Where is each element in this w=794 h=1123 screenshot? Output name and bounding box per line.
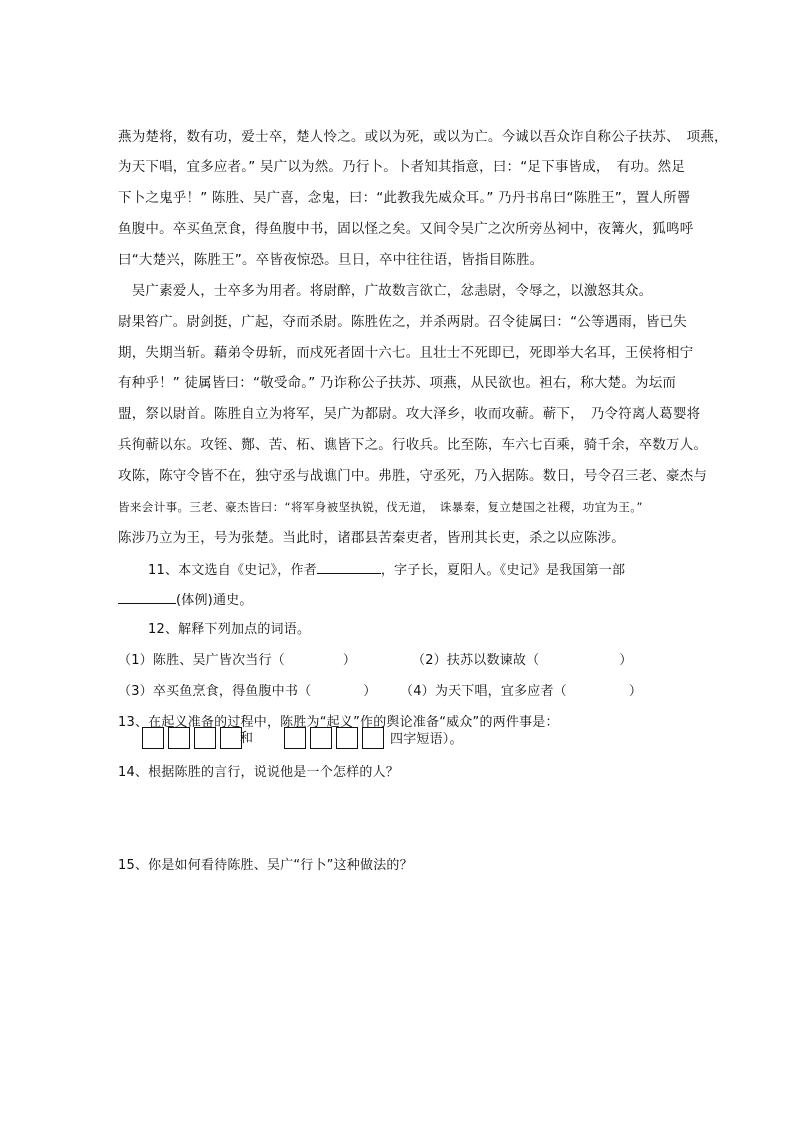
question-13: 13、在起义准备的过程中，陈胜为“起义”作的舆论准备“威众”的两件事是： — [118, 715, 559, 730]
and-label: 和 — [240, 731, 254, 746]
passage-line: 陈涉乃立为王，号为张楚。当此时，诸郡县苦秦吏者，皆刑其长吏，杀之以应陈涉。 — [118, 530, 625, 546]
question-15: 15、你是如何看待陈胜、吴广“行卜”这种做法的？ — [118, 858, 413, 873]
passage-line: 期，失期当斩。藉弟令毋斩，而戍死者固十六七。且壮士不死即已，死即举大名耳，王侯将相宁 — [118, 345, 694, 361]
passage-line: 下卜之鬼乎！” 陈胜、吴广喜，念鬼，曰：“此教我先威众耳。” 乃丹书帛曰“陈胜王”，置人所罾 — [118, 190, 691, 206]
question-12-item-4: （4）为天下唱，宜多应者（ ） — [400, 684, 643, 699]
passage-line: 有种乎！” 徒属皆曰：“敬受命。” 乃诈称公子扶苏、项燕，从民欲也。袒右，称大楚。为坛而 — [118, 375, 677, 391]
question-12-item-1: （1）陈胜、吴广皆次当行（ ） — [118, 653, 357, 668]
question-11-cont: (体例)通史。 — [118, 590, 253, 610]
passage-line: 兵徇蕲以东。攻铚、酂、苦、柘、谯皆下之。行收兵。比至陈，车六七百乘，骑千余，卒数万人。 — [118, 437, 708, 453]
question-12-item-3: （3）卒买鱼烹食，得鱼腹中书（ ） — [118, 684, 377, 699]
char-box[interactable] — [194, 727, 216, 749]
passage-line: 燕为楚将，数有功，爱士卒，楚人怜之。或以为死，或以为亡。今诚以吾众诈自称公子扶苏、 项燕， — [118, 129, 728, 145]
answer-boxes-2 — [284, 727, 388, 751]
question-12-item-2: （2）扶苏以数谏故（ ） — [412, 653, 633, 668]
question-14: 14、根据陈胜的言行，说说他是一个怎样的人？ — [118, 765, 399, 780]
char-box[interactable] — [336, 727, 358, 749]
char-box[interactable] — [142, 727, 164, 749]
char-box[interactable] — [284, 727, 306, 749]
question-11: 11、本文选自《史记》，作者 ，字子长，夏阳人。《史记》是我国第一部 — [148, 560, 625, 580]
char-box[interactable] — [362, 727, 384, 749]
passage-line: 攻陈，陈守令皆不在，独守丞与战谯门中。弗胜，守丞死，乃入据陈。数日，号令召三老、豪杰与 — [118, 468, 708, 484]
passage-line: 鱼腹中。卒买鱼烹食，得鱼腹中书，固以怪之矣。又间令吴广之次所旁丛祠中，夜篝火，狐鸣呼 — [118, 221, 694, 237]
passage-line: 曰“大楚兴，陈胜王”。卒皆夜惊恐。旦日，卒中往往语，皆指目陈胜。 — [118, 252, 544, 268]
char-box[interactable] — [220, 727, 242, 749]
passage-line: 尉果笞广。尉剑挺，广起，夺而杀尉。陈胜佐之，并杀两尉。召令徒属曰：“公等遇雨，皆已失 — [118, 314, 687, 330]
passage-line: 为天下唱，宜多应者。” 吴广以为然。乃行卜。卜者知其指意，曰：“足下事皆成， 有功。然足 — [118, 159, 686, 175]
char-box[interactable] — [168, 727, 190, 749]
question-12: 12、解释下列加点的词语。 — [148, 622, 311, 637]
passage-line: 皆来会计事。三老、豪杰皆曰：“将军身被坚执锐，伐无道， 诛暴秦，复立楚国之社稷，功宜为王。” — [118, 500, 643, 514]
answer-boxes-1 — [142, 727, 246, 751]
char-box[interactable] — [310, 727, 332, 749]
answer-blank-genre[interactable] — [118, 590, 176, 604]
question-13-tail: 四字短语）。 — [390, 732, 463, 747]
passage-line: 吴广素爱人，士卒多为用者。将尉醉，广故数言欲亡，忿恚尉，令辱之，以激怒其众。 — [118, 283, 653, 299]
passage-line: 盟，祭以尉首。陈胜自立为将军，吴广为都尉。攻大泽乡，收而攻蕲。蕲下， 乃令符离人葛婴将 — [118, 406, 701, 422]
answer-blank-author[interactable] — [317, 560, 381, 574]
